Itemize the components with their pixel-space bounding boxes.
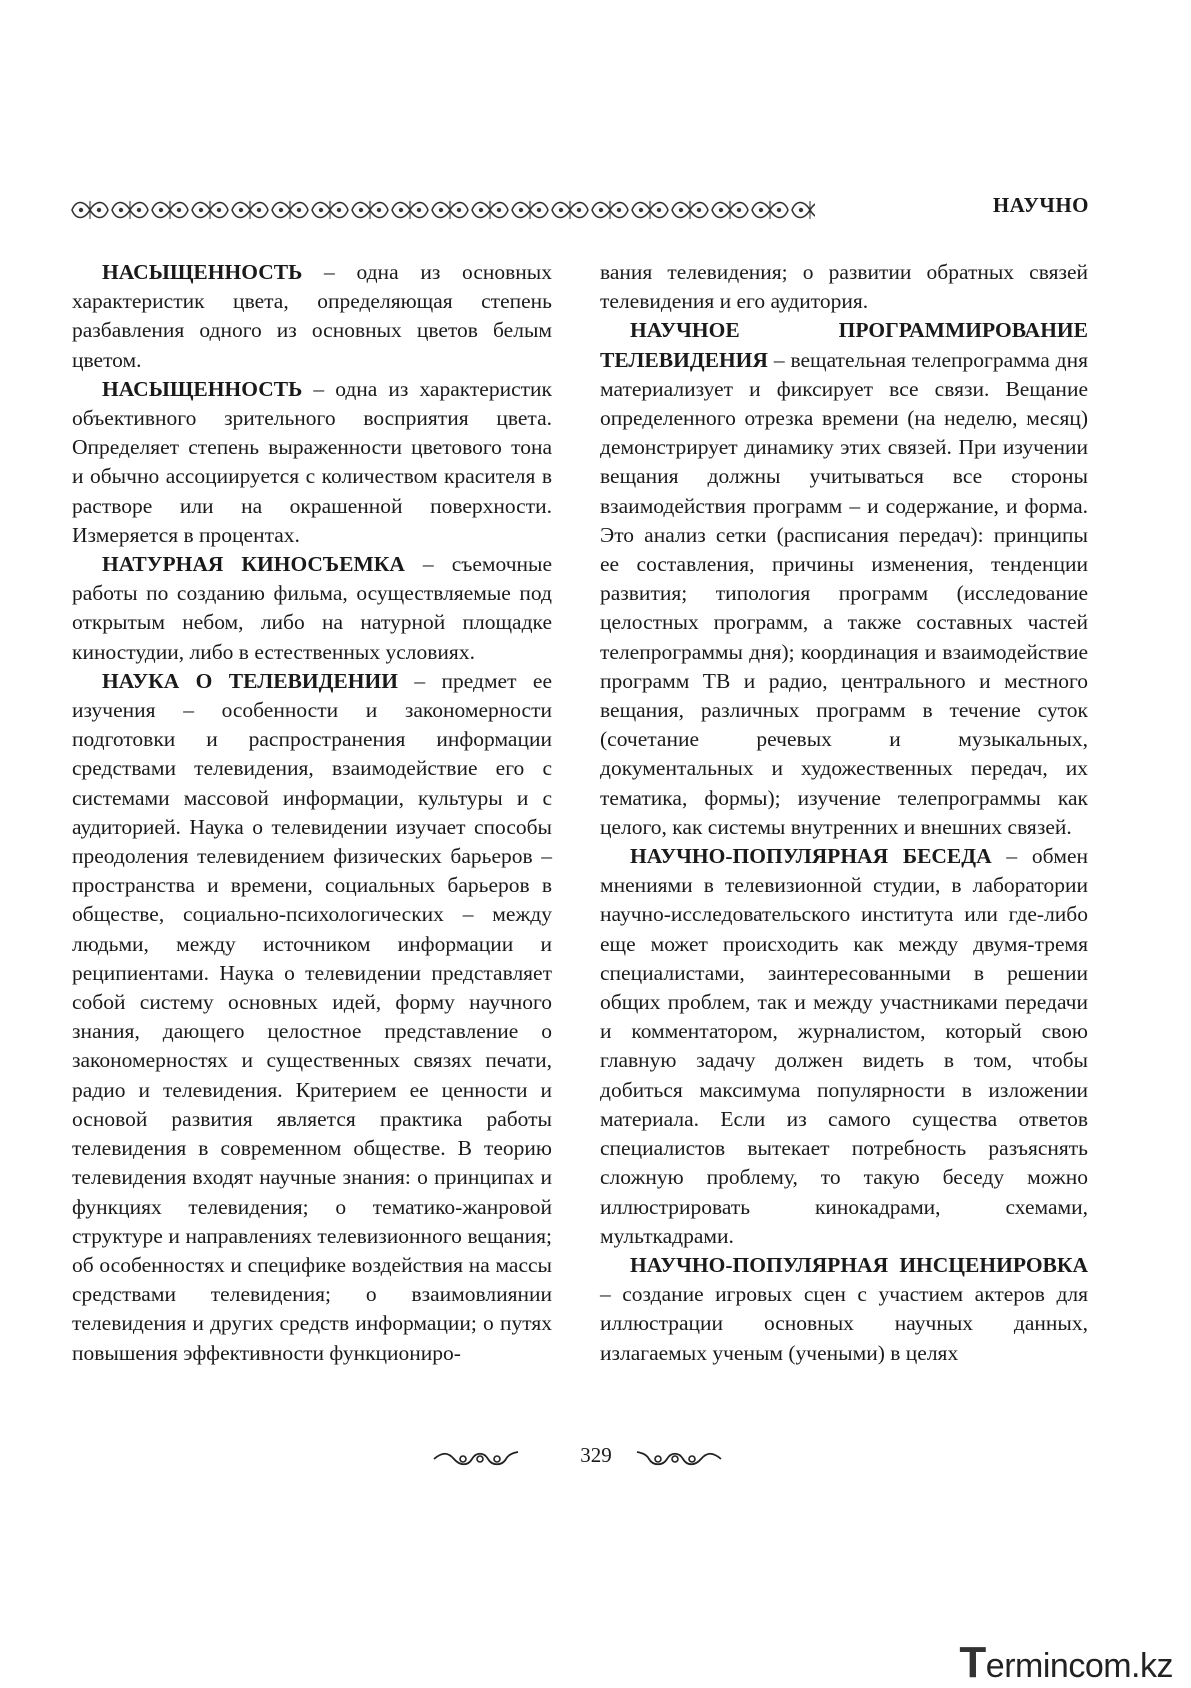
entry-term: НАСЫЩЕННОСТЬ [102,260,303,284]
entry-text: – создание игровых сцен с участием актеров для иллюстрации основных научных данных, излагаемых ученым (учеными) в целях [600,1282,1088,1365]
entry-term: НАСЫЩЕННОСТЬ [102,376,303,401]
entry-term: НАУЧНОЕ ПРОГРАММИРОВАНИЕ ТЕЛЕВИДЕНИЯ [600,318,1088,372]
entry [72,375,552,550]
footer-ornament-left [432,1448,520,1470]
watermark-big-letter: T [959,1638,986,1687]
entry-term: НАУЧНО-ПОПУЛЯРНАЯ БЕСЕДА [630,844,992,869]
left-column [72,258,552,1368]
running-head: НАУЧНО [992,193,1089,217]
entry-term: НАУКА О ТЕЛЕВИДЕНИИ [102,668,398,693]
header-ornament [70,197,815,223]
right-column [600,258,1088,1368]
entry [72,550,552,667]
entry [600,1251,1088,1368]
entry-text: – предмет ее изучения – особенности и закономерности подготовки и распространения информации средствами телевидения, взаимодействие его с системами массовой информации, культуры и с аудиторией. Наука о телевидении изучает способы преодоления телевидением физических барьеров – пространства и времени, социальных барьеров в обществе, социально-психологических – между людьми, между источником информации и реципиентами. Наука о телевидении представляет собой систему основных идей, форму научного знания, дающего целостное представление о закономерностях и существенных связях печати, радио и телевидения. Критерием ее ценности и основой развития является практика работы телевидения в современном обществе. В теорию телевидения входят научные знания: о принципах и функциях телевидения; о тематико-жанровой структуре и направлениях телевизионного вещания; об особенностях и специфике воздействия на массы средствами телевидения; о взаимовлиянии телевидения и других средств информации; о путях повышения эффективности функциониро- [72,668,552,1365]
entry-text: – вещательная телепрограмма дня материализует и фиксирует все связи. Вещание определенного отрезка времени (на неделю, месяц) демонстрирует динамику этих связей. При изучении вещания должны учитываться все стороны взаимодействия программ – и содержание, и форма. Это анализ сетки (расписания передач): принципы ее составления, причины изменения, тенденции развития; типология программ (исследование целостных программ, а также составных частей телепрограммы дня); координация и взаимодействие программ ТВ и радио, центрального и местного вещания, различных программ в течение суток (сочетание речевых и музыкальных, документальных и художественных передач, их тематика, формы); изучение телепрограммы как целого, как системы внутренних и внешних связей. [600,347,1088,839]
entry-term: НАТУРНАЯ КИНОСЪЕМКА [102,552,405,577]
page-number: 329 [580,1443,612,1467]
entry [72,667,552,1368]
footer-ornament-right [635,1448,723,1470]
watermark-text: ermincom.kz [985,1647,1173,1685]
entry [72,258,552,375]
entry [600,842,1088,1251]
entry-term: НАУЧНО-ПОПУЛЯРНАЯ ИНСЦЕНИРОВКА [630,1252,1088,1277]
entry-text: – одна из характеристик объективного зрительного восприятия цвета. Определяет степень выраженности цветового тона и обычно ассоциируется с количеством красителя в растворе или на окрашенной поверхности. Измеряется в процентах. [72,376,552,547]
entry-text: – съемочные работы по созданию фильма, осуществляемые под открытым небом, либо на натурной площадке киностудии, либо в естественных условиях. [72,552,553,664]
watermark-logo [959,1638,1173,1688]
entry-text: – одна из основных характеристик цвета, определяющая степень разбавления одного из основных цветов белым цветом. [72,260,552,372]
entry-text: – обмен мнениями в телевизионной студии, в лаборатории научно-исследовательского института или где-либо еще может происходить как между двумя-тремя специалистами, заинтересованными в решении общих проблем, так и между участниками передачи и комментатором, журналистом, который свою главную задачу должен видеть в том, чтобы добиться максимума популярности в изложении материала. Если из самого существа ответов специалистов вытекает потребность разъяснять сложную проблему, то такую беседу можно иллюстрировать кинокадрами, схемами, мульткадрами. [600,844,1088,1248]
entry [600,316,1088,842]
entry-continuation: вания телевидения; о развитии обратных связей телевидения и его аудитория. [600,260,1088,314]
